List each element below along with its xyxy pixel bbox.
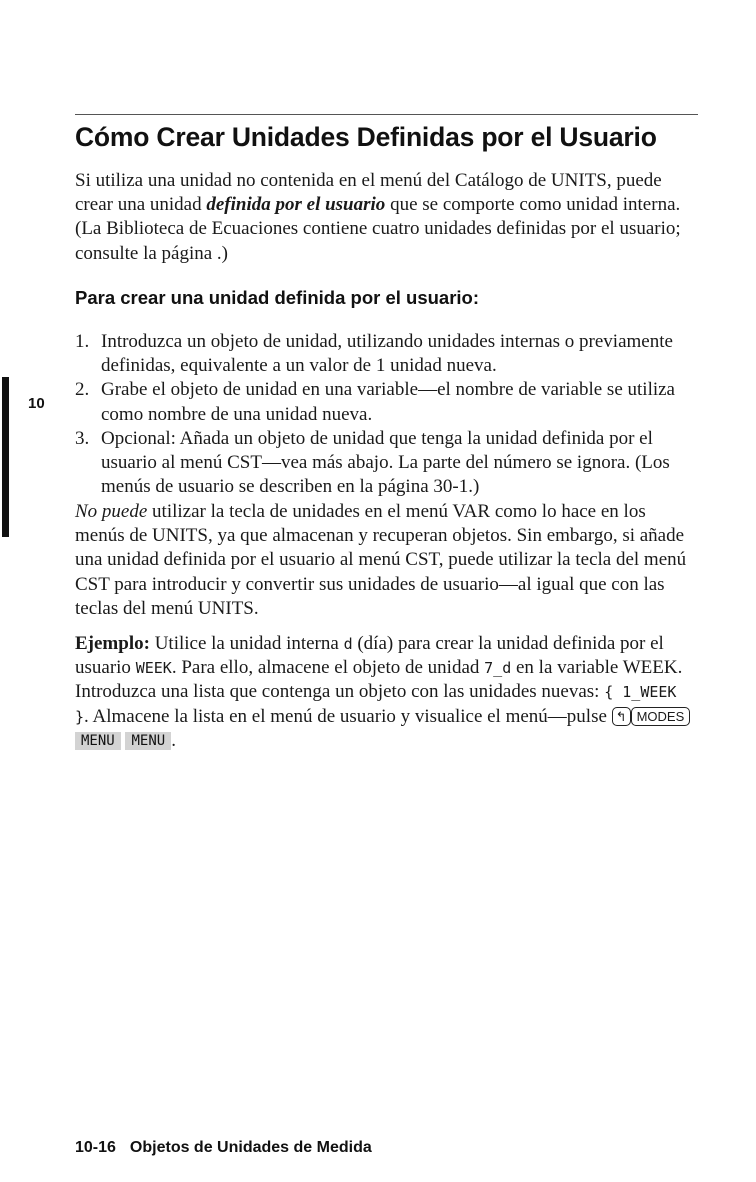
top-rule (75, 114, 698, 115)
note-emphasis: No puede (75, 501, 148, 522)
unit-code-d: d (343, 635, 353, 653)
unit-code-week: WEEK (135, 659, 172, 678)
chapter-tab-number: 10 (28, 395, 45, 412)
left-shift-key-icon: ↰ (612, 707, 631, 726)
footer-section-title: Objetos de Unidades de Medida (129, 1139, 372, 1156)
intro-paragraph: Si utiliza una unidad no contenida en el menú del Catálogo de UNITS, puede crear una unidad definida por el usuario que se comporte como unidad interna. (La Biblioteca de Ecuaciones contiene cuatro unidades definidas por el usuario; consulte la página .) (75, 170, 681, 264)
unit-code-7d: 7_d (484, 659, 512, 678)
page-footer (75, 1139, 372, 1157)
list-item: 3. Opcional: Añada un objeto de unidad que tenga la unidad definida por el usuario al menú CST—vea más abajo. La parte del número se ignora. (Los menús de usuario se describen en la página 30-1.) (75, 427, 670, 498)
menu-softkey: MENU (75, 732, 121, 750)
intro-emphasis: definida por el usuario (206, 194, 386, 216)
modes-key: MODES (631, 707, 691, 726)
procedure-heading: Para crear una unidad definida por el usuario: (75, 287, 480, 308)
list-item: 2. Grabe el objeto de unidad en una variable—el nombre de variable se utiliza como nombre de una unidad nueva. (75, 379, 675, 425)
list-code: { 1_WEEK } (75, 683, 677, 726)
list-item: 1. Introduzca un objeto de unidad, utilizando unidades internas o previamente definidas, equivalente a un valor de 1 unidad nueva. (75, 331, 673, 377)
footer-page-number: 10-16 (75, 1139, 116, 1156)
note-paragraph: No puede utilizar la tecla de unidades en el menú VAR como lo hace en los menús de UNITS, ya que almacenan y recuperan objetos. Sin embargo, si añade una unidad definida por el usuario al menú CST, puede utilizar la tecla del menú CST para introducir y convertir sus unidades de usuario—al igual que con las teclas del menú UNITS. (75, 501, 687, 619)
menu-softkey: MENU (125, 732, 171, 750)
procedure-steps (75, 330, 699, 499)
page-title: Cómo Crear Unidades Definidas por el Usuario (75, 122, 657, 152)
example-paragraph: Ejemplo: Utilice la unidad interna d (día) para crear la unidad definida por el usuario WEEK. Para ello, almacene el objeto de unidad 7_d en la variable WEEK. Introduzca una lista que contenga un objeto con las unidades nuevas: { 1_WEEK }. Almacene la lista en el menú de usuario y visualice el menú—pulse ↰ MODES MENU MENU . (75, 632, 699, 753)
example-label: Ejemplo: (75, 633, 150, 654)
chapter-marker-bar (2, 377, 9, 537)
